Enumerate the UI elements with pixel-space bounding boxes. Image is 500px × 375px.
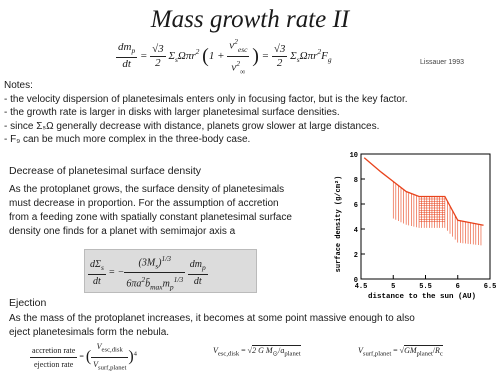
x-tick-label: 6.5 — [483, 283, 496, 291]
section-heading: Ejection — [9, 297, 47, 309]
plot-area — [350, 152, 496, 291]
y-tick-label: 4 — [353, 227, 358, 235]
section-heading: Decrease of planetesimal surface density — [9, 165, 202, 177]
paragraph-line: As the protoplanet grows, the surface density of planetesimals — [9, 184, 285, 195]
paragraph-line: density one finds for a planet with semimajor axis a — [9, 226, 236, 237]
plot-frame — [361, 154, 490, 279]
notes-block — [4, 79, 484, 147]
page-title: Mass growth rate II — [150, 6, 350, 33]
note-item: - since ΣₛΩ generally decrease with distance, planets grow slower at large distances. — [4, 120, 380, 132]
escape-velocity-equation: $V_{esc,disk} = √2$ G $M_⊙/a_{planet}$ — [213, 346, 301, 358]
x-tick-label: 6 — [455, 283, 460, 291]
growth-rate-equation: $\frac{dm_p}{dt}$ = $\frac{√3}{2}$ $\Sigma_s\Omega\pi r^2$ (1 + $\frac{v^2_{esc}}{v^2_\infty}$ ) = $\frac{√3}{2}$ $\Sigma_s\Omega\pi r^2F_g$ — [118, 37, 332, 76]
x-tick-label: 5.5 — [419, 283, 432, 291]
section-paragraph — [9, 183, 344, 239]
surface-density-equation: $\frac{d\Sigma_s}{dt}$ = − $\frac{(3M_s)^{1/3}}{6\pi a^2b̄_{max}m_p^{1/3}}$ $\frac{dm_p}{dt}$ — [90, 254, 206, 292]
paragraph-line: must decrease in proportion. For the assumption of accretion — [9, 198, 279, 209]
y-axis-label: surface density (g/cm²) — [335, 175, 343, 273]
surface-density-chart — [330, 148, 496, 300]
ejection-ratio-equation: $\frac{\text{accretion rate}}{\text{ejection rate}}$ = ( $\frac{V_{esc,disk}}{V_{surf,planet}}$ )$^4$ — [32, 342, 137, 372]
surface-density-curve — [364, 158, 483, 226]
note-item: - the growth rate is larger in disks with larger planetesimal surface densities. — [4, 107, 340, 118]
section-paragraph — [9, 312, 497, 340]
x-tick-label: 5 — [391, 283, 396, 291]
paragraph-line: from a feeding zone with spatially constant planetesimal surface — [9, 212, 292, 223]
notes-heading: Notes: — [4, 80, 33, 91]
surface-velocity-equation: $V_{surf,planet} = √GM_{planet}/R_c$ — [358, 346, 443, 358]
citation: Lissauer 1993 — [420, 59, 464, 66]
note-item: - the velocity dispersion of planetesimals enters only in focusing factor, but is the key factor. — [4, 93, 408, 105]
x-axis-label: distance to the sun (AU) — [367, 293, 477, 300]
y-tick-label: 8 — [353, 177, 358, 185]
y-tick-label: 6 — [353, 202, 358, 210]
y-tick-label: 2 — [353, 252, 358, 260]
paragraph-line: As the mass of the protoplanet increases, it becomes at some point massive enough to also — [9, 313, 415, 324]
y-tick-label: 0 — [353, 277, 358, 285]
x-tick-label: 4.5 — [354, 283, 368, 291]
paragraph-line: eject planetesimals form the nebula. — [9, 327, 170, 338]
note-item: - F₉ can be much more complex in the three-body case. — [4, 134, 251, 145]
y-tick-label: 10 — [349, 152, 358, 160]
